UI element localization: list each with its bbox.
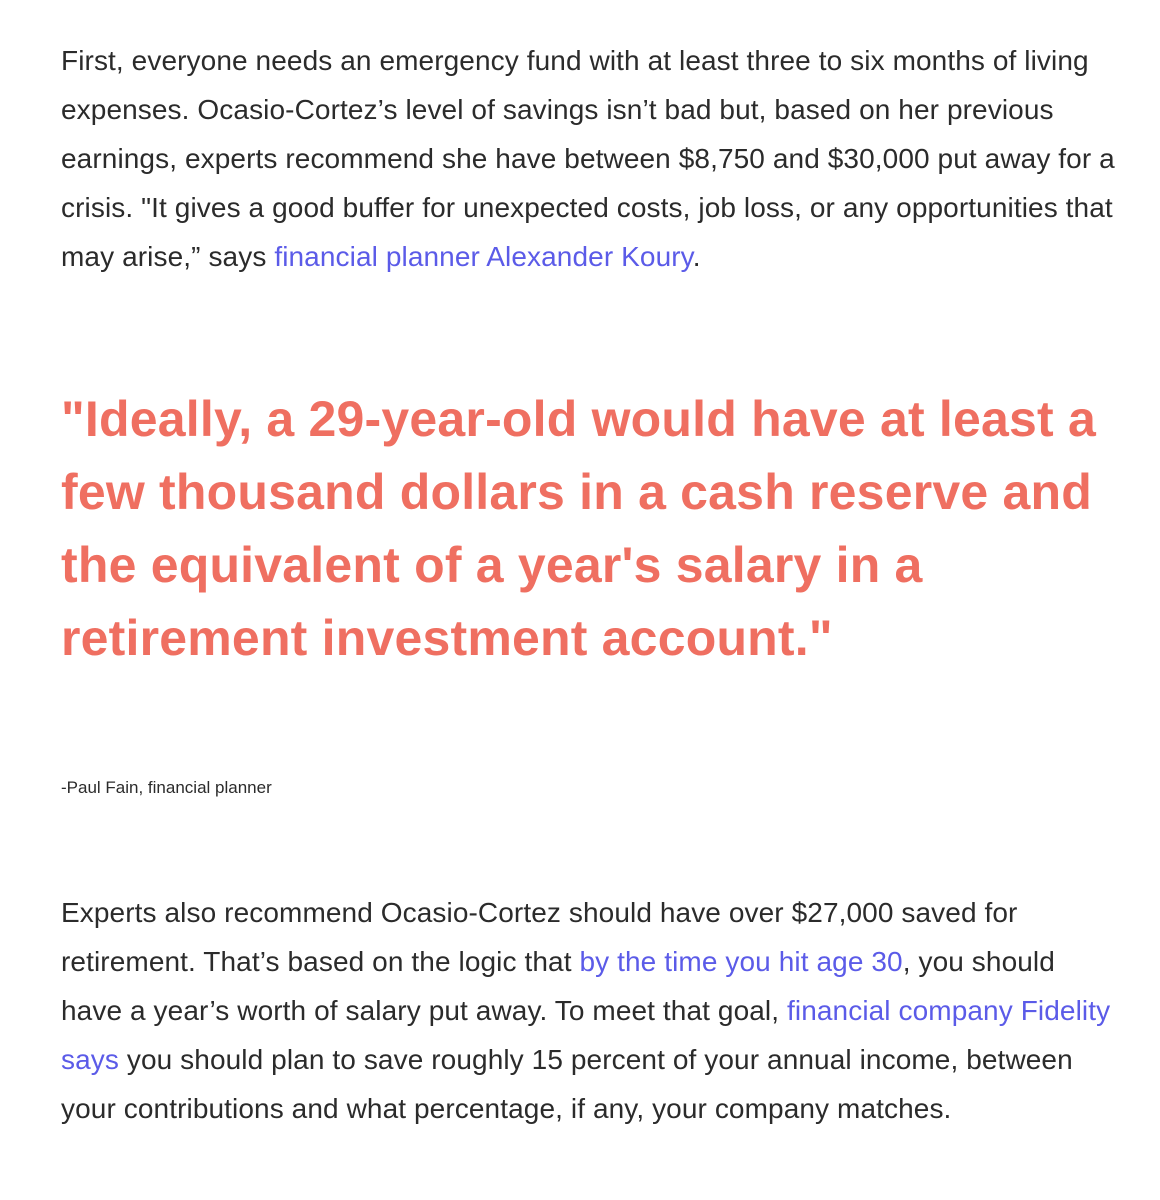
paragraph-retirement [61,888,1121,1133]
link-age-30[interactable]: by the time you hit age 30 [579,946,903,977]
article-body [61,36,1121,1124]
paragraph-text: . [692,241,701,272]
link-alexander-koury[interactable]: financial planner Alexander Koury [274,241,693,272]
paragraph-text: , you should have a year’s worth of salary put away. To meet that goal, [61,946,1055,1026]
pull-quote-attribution: -Paul Fain, financial planner [61,778,272,797]
paragraph-text: you should plan to save roughly 15 percent of your annual income, between your contributions and what percentage, if any, your company matches. [61,1044,1073,1124]
paragraph-text: Experts also recommend Ocasio-Cortez should have over $27,000 saved for retirement. That’s based on the logic that [61,897,1018,977]
pull-quote: "Ideally, a 29-year-old would have at least a few thousand dollars in a cash reserve and the equivalent of a year's salary in a retirement investment account." [61,391,1096,666]
paragraph-text: First, everyone needs an emergency fund with at least three to six months of living expenses. Ocasio-Cortez’s level of savings isn’t bad but, based on her previous earnings, experts recommend she have between $8,750 and $30,000 put away for a crisis. "It gives a good buffer for unexpected costs, job loss, or any opportunities that may arise,” says [61,45,1115,272]
link-fidelity[interactable]: financial company Fidelity says [61,995,1111,1075]
paragraph-emergency-fund [61,36,1121,281]
